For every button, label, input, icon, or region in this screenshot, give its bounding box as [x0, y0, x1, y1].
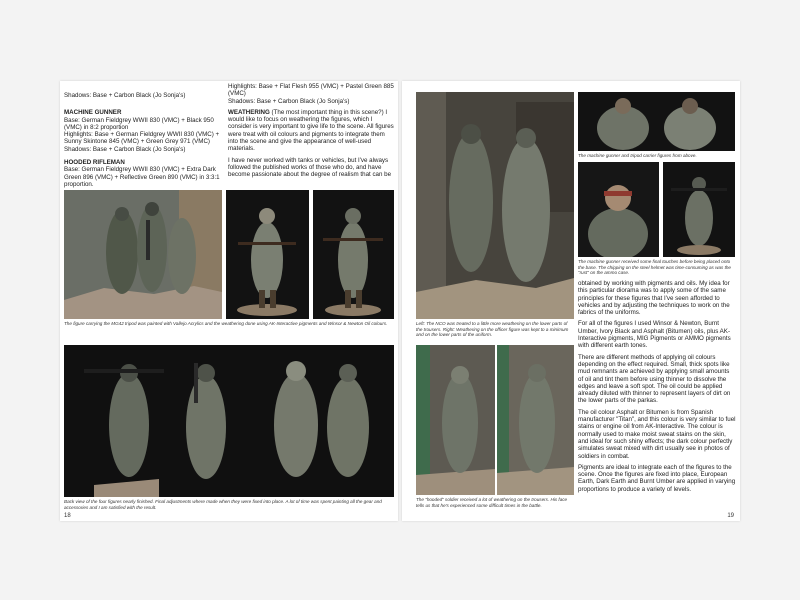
hooded-soldier-caption: The "hooded" soldier received a lot of weathering on the trousers. His face tells us that he's experienced some difficult times in the battle.	[416, 497, 568, 508]
left-column-1	[64, 92, 222, 188]
body-paragraph-5: Pigments are ideal to integrate each of the figures to the scene. Once the figures are fixed into place, European Earth, Dark Earth and Burnt Umber are applied in varying proportions to produce a variety of levels.	[578, 463, 736, 493]
body-paragraph-3: There are different methods of applying oil colours depending on the effect required. Small, thick spots like mud remnants are achieved by applying small amounts of oil and tint them before using thinner to dissolve the edges and leave a soft spot. The oil could be applied already diluted with thinner to represent layers of dirt on the lower parts of the parkas.	[578, 353, 731, 405]
weathering-body: (The most important thing in this scene?) I would like to focus on weathering the figures, which I consider is very important to give life to the scene. All figures were treat with oil colours and pigments to integrate them into the scene and give the appearance of well-used materials.	[228, 108, 394, 153]
machine-gunner-base: Base: German Fieldgrey WWII 830 (VMC) + Black 950 (VMC) in 8:2 proportion	[64, 116, 214, 131]
figure-hooded-photo	[313, 190, 394, 319]
from-above-caption: The machine gunner and tripod carrier figures from above.	[578, 153, 697, 158]
body-paragraph-1: obtained by working with pigments and oils. My idea for this particular diorama was to apply some of the same principles for these figures that I've seen afforded to vehicles and by adjusting the techniques to work on the fabrics of the uniforms.	[578, 280, 730, 317]
highlights-paragraph: Highlights: Base + Flat Flesh 955 (VMC) + Pastel Green 885 (VMC)	[228, 83, 394, 98]
body-paragraph-4: The oil colour Asphalt or Bitumen is from Spanish manufacturer "Titan", and this colour is very similar to fuel stains or engine oil from AK-Interactive. The colour is normally used to make moist sweat stains on the skin, and ideal for such shiny effects; the dark colour perfectly simulates sweat mixed with dirt usually see in photos of soldiers in combat.	[578, 408, 736, 460]
nco-officer-photo	[416, 92, 574, 319]
page-number-right: 19	[727, 513, 734, 519]
right-body-text	[578, 280, 736, 497]
left-column-2	[228, 83, 394, 183]
weathering-paragraph	[228, 109, 394, 153]
figures-from-above-photo	[578, 92, 735, 151]
hooded-rifleman-heading: HOODED RIFLEMAN	[64, 159, 125, 167]
page-number-left: 18	[64, 513, 71, 519]
machine-gunner-closeup-photo	[578, 162, 659, 257]
hooded-soldier-photo-2	[497, 345, 574, 495]
nco-officer-caption: Left: The NCO was treated to a little more weathering on the lower parts of the trousers. Right: Weathering on the officer figure was kept to a minimum and on the lower parts of the uniform.	[416, 321, 569, 338]
left-page	[60, 81, 398, 521]
machine-gunner-highlights: Highlights: Base + German Fieldgrey WWII 830 (VMC) + Sunny Skintone 845 (VMC) + Green Grey 971 (VMC)	[64, 131, 220, 146]
body-paragraph-2: For all of the figures I used Winsor & Newton, Burnt Umber, Ivory Black and Asphalt (Bitumen) oils, plus AK-Interactive pigments, MIG Pigments or AMMO pigments with different earth tones.	[578, 320, 731, 350]
hooded-soldier-photo-1	[416, 345, 495, 495]
hooded-rifleman-base: Base: German Fieldgrey WWII 830 (VMC) + Extra Dark Green 896 (VMC) + Reflective Green 890 (VMC) in 3:3:1 proportion.	[64, 166, 220, 188]
machine-gunner-caption: The machine gunner received some final touches before being placed onto the base. The chipping on the steel helmet was time-consuming as was the "rust" on the ammo case.	[578, 259, 731, 276]
top-photos-caption: The figure carrying the MG42 tripod was painted with Vallejo Acrylics and the weathering done using AK-Interactive pigments and Winsor & Newton Oil colours.	[64, 321, 388, 326]
four-figures-back-photo	[64, 345, 394, 497]
bottom-photo-caption: Back view of the four figures nearly finished. Final adjustments where made when they were fixed into place. A lot of time was spent painting all the gear and accessories and I am satisfied with the result.	[64, 499, 382, 510]
machine-gunner-shadows: Shadows: Base + Carbon Black (Jo Sonja's)	[64, 145, 186, 153]
machine-gunner-full-photo	[663, 162, 735, 257]
right-page	[402, 81, 740, 521]
weathering-heading: WEATHERING	[228, 108, 270, 116]
figure-front-photo	[226, 190, 309, 319]
shadows-paragraph: Shadows: Base + Carbon Black (Jo Sonja's)	[64, 92, 186, 99]
vehicles-paragraph: I have never worked with tanks or vehicles, but I've always followed the published works of those who do, and have become passionate about the degree of realism that can be	[228, 156, 392, 179]
machine-gunner-heading: MACHINE GUNNER	[64, 109, 122, 117]
diorama-group-photo	[64, 190, 222, 319]
shadows-paragraph-2: Shadows: Base + Carbon Black (Jo Sonja's)	[228, 97, 350, 105]
